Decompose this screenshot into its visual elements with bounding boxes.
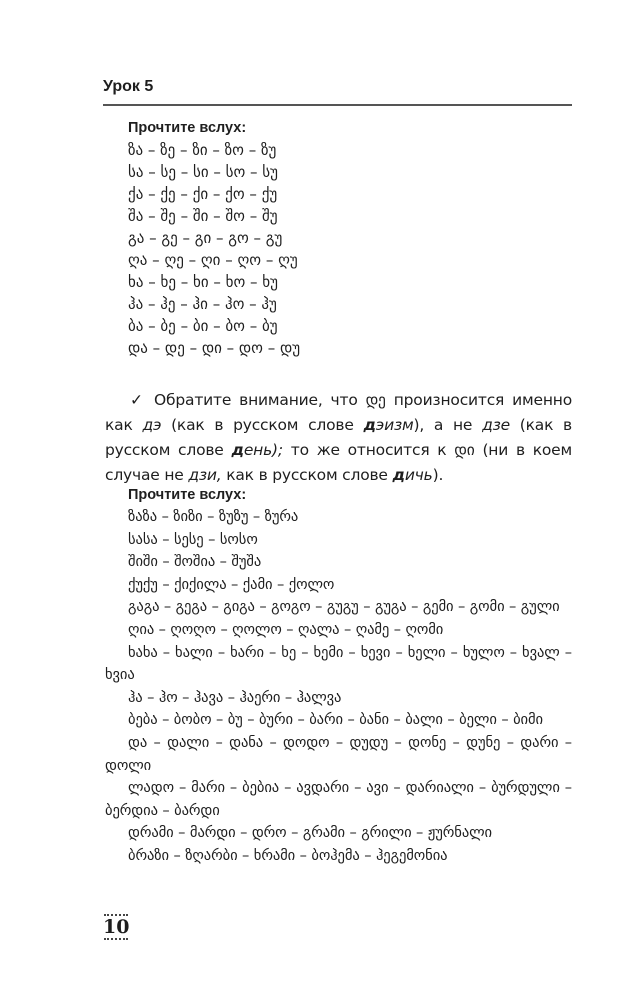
note-text: произносится именно как xyxy=(105,390,572,434)
exercise-syllables xyxy=(128,120,300,359)
exercise-heading: Прочтите вслух: xyxy=(128,487,247,503)
note-text: ). xyxy=(432,465,444,484)
syllable-line: ზა – ზე – ზი – ზო – ზუ xyxy=(128,141,277,159)
syllable-line: ქა – ქე – ქი – ქო – ქუ xyxy=(128,185,278,203)
word-line: სასა – სესე – სოსო xyxy=(128,530,258,548)
word-line: გაგა – გეგა – გიგა – გოგო – გუგუ – გუგა – გემი – გომი – გული xyxy=(128,598,560,616)
note-text: Обратите внимание, что xyxy=(146,390,366,409)
word-line: შიში – შოშია – შუშა xyxy=(128,553,262,571)
word-line: ღია – ღოღო – ღოლო – ღალა – ღამე – ღომი xyxy=(128,620,444,638)
exercise-heading: Прочтите вслух: xyxy=(128,120,247,136)
note-italic: эизм xyxy=(375,415,414,434)
word-line: ბება – ბობო – ბუ – ბური – ბარი – ბანი – ბალი – ბელი – ბიმი xyxy=(128,711,543,729)
note-bold: д xyxy=(392,465,405,484)
word-line: ხახა – ხალი – ხარი – ხე – ხემი – ხევი – ხელი – ხულო – ხვალ – ხვია xyxy=(105,643,572,684)
word-line: და – დალი – დანა – დოდო – დუდუ – დონე – დუნე – დარი – დოლი xyxy=(105,733,572,774)
word-line: დრამი – მარდი – დრო – გრამი – გრილი – ჟურნალი xyxy=(128,824,493,842)
note-text: то же относится к xyxy=(282,440,455,459)
georgian-syllable: დი xyxy=(454,440,475,459)
exercise-words xyxy=(105,487,572,868)
note-text: как в русском слове xyxy=(221,465,393,484)
header-rule xyxy=(103,104,572,106)
dotted-divider xyxy=(104,938,128,940)
note-italic: ень); xyxy=(243,440,283,459)
syllable-line: და – დე – დი – დო – დუ xyxy=(128,339,301,357)
syllable-line: სა – სე – სი – სო – სუ xyxy=(128,163,278,181)
checkmark-icon: ✓ xyxy=(130,390,147,409)
word-line: ქუქუ – ქიქილა – ქამი – ქოლო xyxy=(128,575,335,593)
note-text: ), а не xyxy=(413,415,483,434)
page-number: 10 xyxy=(103,916,130,938)
syllable-line: შა – შე – ში – შო – შუ xyxy=(128,207,278,225)
word-line: ზაზა – ზიზი – ზუზუ – ზურა xyxy=(128,508,299,525)
note-italic: ичь xyxy=(404,465,433,484)
page-header xyxy=(103,78,572,106)
word-line: ჰა – ჰო – ჰავა – ჰაერი – ჰალვა xyxy=(128,688,342,706)
note-italic: дзе xyxy=(482,415,510,434)
word-line: ლადო – მარი – ბებია – ავდარი – ავი – დარიალი – ბურდული – ბერდია – ბარდი xyxy=(105,779,572,819)
pronunciation-note xyxy=(105,388,572,488)
note-italic: дзи, xyxy=(188,465,222,484)
syllable-line: ბა – ბე – ბი – ბო – ბუ xyxy=(128,317,278,335)
georgian-syllable: დე xyxy=(365,390,386,409)
word-line: ბრაზი – ზღარბი – ხრამი – ბოჰემა – ჰეგემონია xyxy=(128,846,448,864)
note-bold: д xyxy=(231,440,244,459)
syllable-line: ღა – ღე – ღი – ღო – ღუ xyxy=(128,251,298,269)
note-text: (как в русском слове xyxy=(105,415,572,459)
note-text: (как в русском слове xyxy=(161,415,364,434)
syllable-line: ხა – ხე – ხი – ხო – ხუ xyxy=(128,273,278,291)
syllable-line: ჰა – ჰე – ჰი – ჰო – ჰუ xyxy=(128,295,277,313)
note-text: (ни в коем случае не xyxy=(105,440,573,484)
syllable-line: გა – გე – გი – გო – გუ xyxy=(128,229,283,247)
note-italic: дэ xyxy=(142,415,162,434)
note-bold: д xyxy=(363,415,376,434)
page-number-block xyxy=(103,914,129,940)
lesson-title: Урок 5 xyxy=(103,78,154,95)
